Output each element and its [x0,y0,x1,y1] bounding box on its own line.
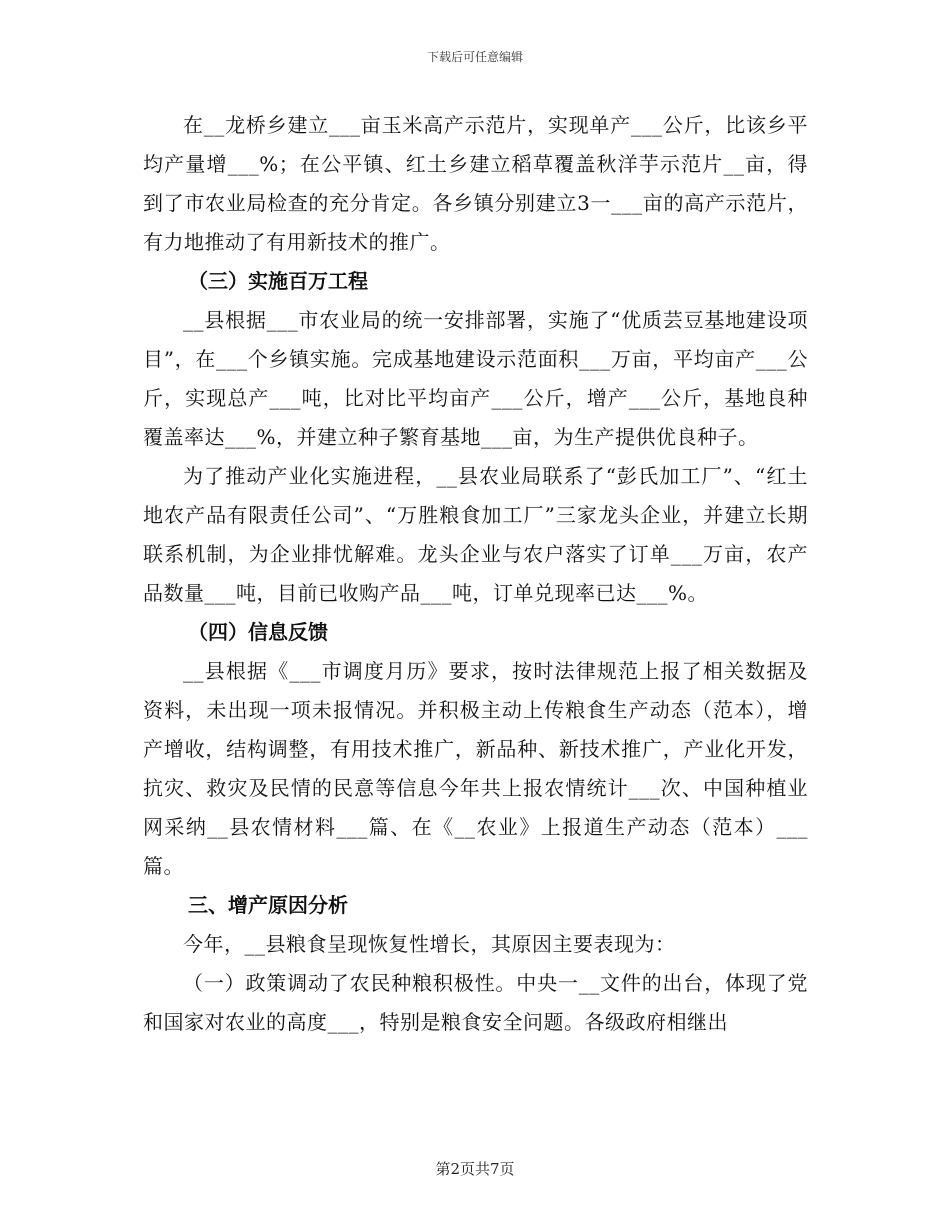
page-header: 下载后可任意编辑 [426,50,523,64]
paragraph-demo-fields: 在__龙桥乡建立___亩玉米高产示范片，实现单产___公斤，比该乡平均产量增___%；在公平镇、红土乡建立稻草覆盖秋洋芋示范片__亩，得到了市农业局检查的充分肯定。各乡镇分别建立3一___亩的高产示范片，有力地推动了有用新技术的推广。 [143,113,808,254]
section-heading-analysis: 三、增产原因分析 [188,893,348,917]
paragraph-industrialization: 为了推动产业化实施进程，__县农业局联系了“彭氏加工厂”、“红土地农产品有限责任公司”、“万胜粮食加工厂”三家龙头企业，并建立长期联系机制，为企业排忧解难。龙头企业与农户落实了订单___万亩，农产品数量___吨，目前已收购产品___吨，订单兑现率已达___%。 [143,464,808,605]
paragraph-analysis-intro: 今年，__县粮食呈现恢复性增长，其原因主要表现为： [183,932,676,956]
section-heading-three: （三）实施百万工程 [188,269,368,293]
section-heading-four: （四）信息反馈 [188,620,328,644]
paragraph-policy: （一）政策调动了农民种粮积极性。中央一__文件的出台，体现了党和国家对农业的高度___，特别是粮食安全问题。各级政府相继出 [143,971,808,1034]
document-body [143,106,808,1042]
paragraph-million-project: __县根据___市农业局的统一安排部署，实施了“优质芸豆基地建设项目”，在___个乡镇实施。完成基地建设示范面积___万亩，平均亩产___公斤，实现总产___吨，比对比平均亩产___公斤，增产___公斤，基地良种覆盖率达___%，并建立种子繁育基地___亩，为生产提供优良种子。 [143,308,808,449]
paragraph-info-feedback: __县根据《___市调度月历》要求，按时法律规范上报了相关数据及资料，未出现一项未报情况。并积极主动上传粮食生产动态（范本），增产增收，结构调整，有用技术推广，新品种、新技术推广，产业化开发，抗灾、救灾及民情的民意等信息今年共上报农情统计___次、中国种植业网采纳__县农情材料___篇、在《__农业》上报道生产动态（范本）___篇。 [143,659,808,878]
page-number: 第2页共7页 [435,1160,515,1178]
